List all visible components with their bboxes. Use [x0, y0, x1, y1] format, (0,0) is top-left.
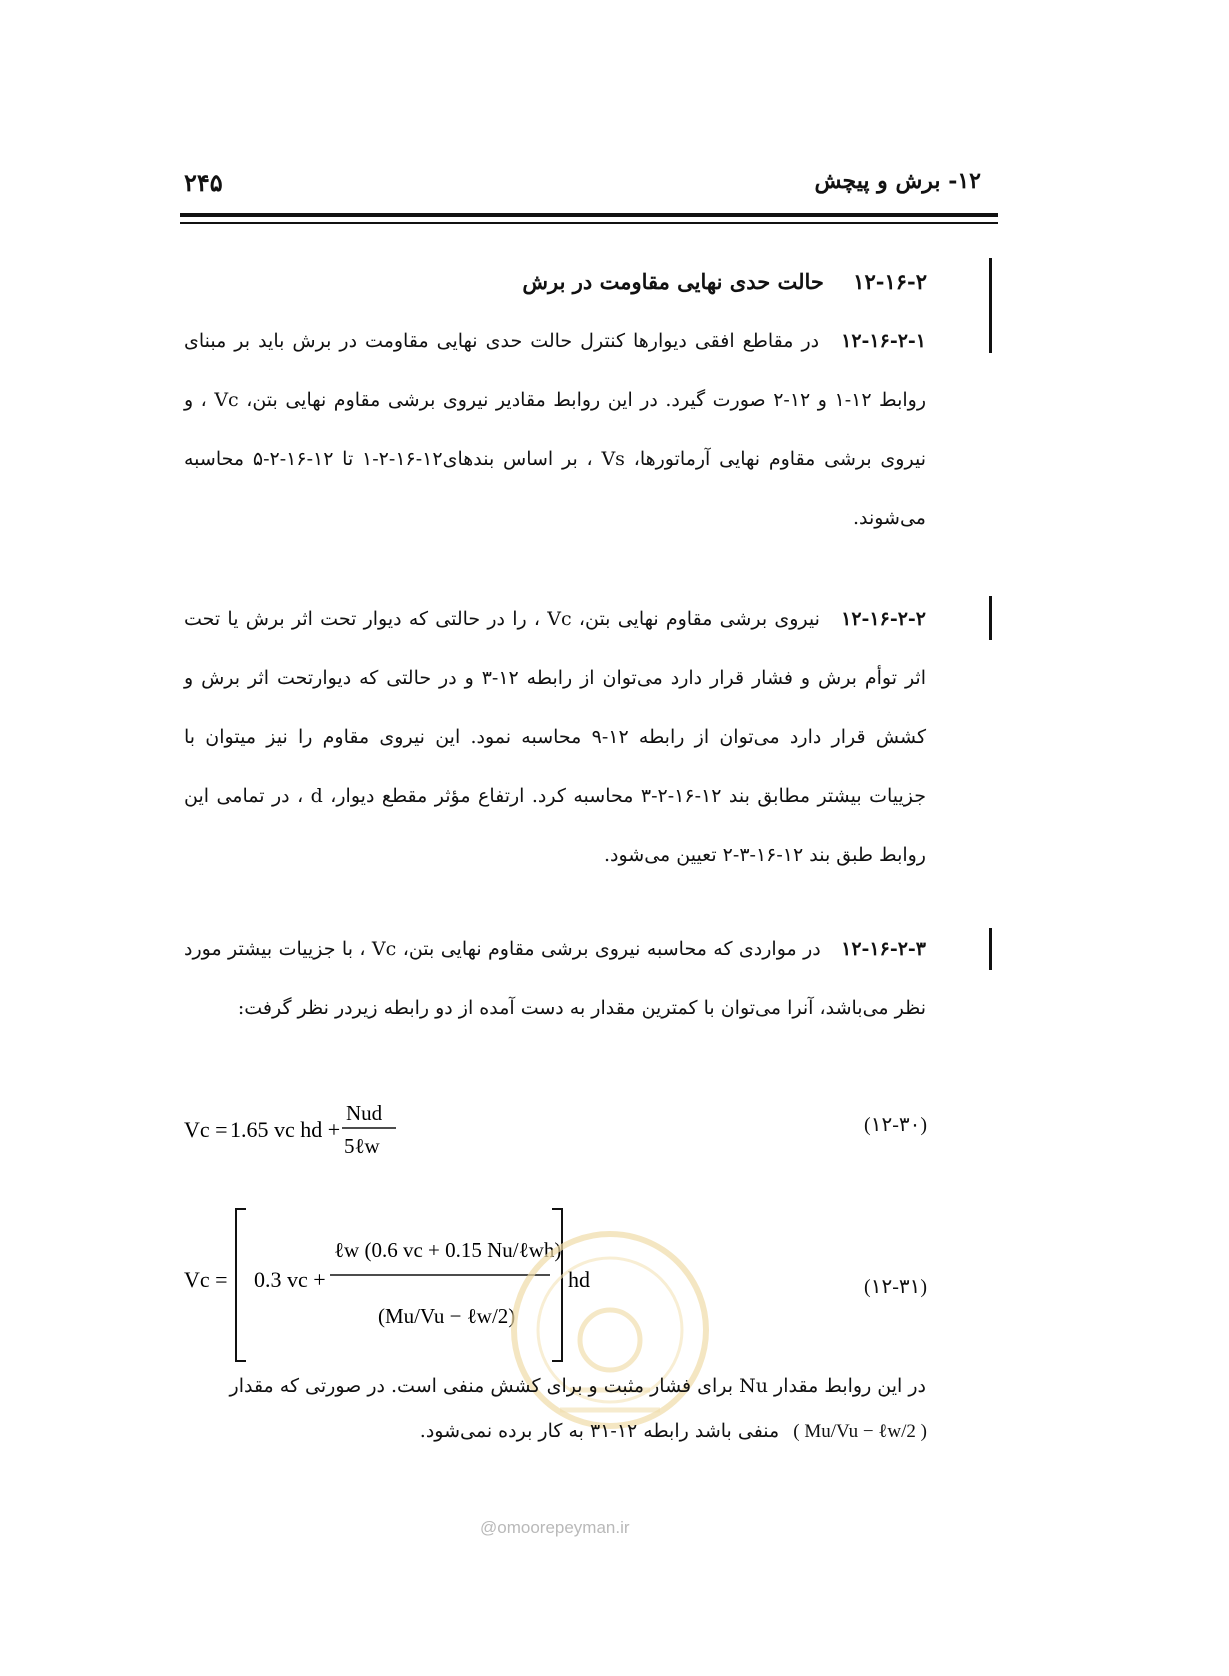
inline-fraction: ( Mu/Vu − ℓw/2 ) [793, 1421, 927, 1442]
eq30-numerator: Nud [346, 1101, 383, 1125]
paragraph [184, 1357, 926, 1416]
section-title: حالت حدی نهایی مقاومت در برش [522, 269, 824, 294]
section-number: ۱۲-۱۶-۲ [853, 269, 927, 294]
paragraph [184, 312, 926, 548]
header-rule-thick [180, 213, 998, 217]
eq31-suffix: hd [568, 1267, 590, 1292]
revision-bar [989, 258, 992, 353]
revision-bar [989, 596, 992, 640]
clause-number: ۱۲-۱۶-۲-۳ [841, 938, 927, 960]
eq31-lhs: Vc = [184, 1267, 228, 1292]
eq30-term: 1.65 vc hd + [230, 1117, 341, 1142]
section-heading [522, 269, 927, 294]
eq30-lhs: Vc = [184, 1117, 228, 1142]
equation-number: (۱۲-۳۱) [864, 1276, 927, 1298]
closing-line [420, 1420, 927, 1443]
clause-number: ۱۲-۱۶-۲-۲ [841, 608, 927, 630]
clause-text: در مقاطع افقی دیوارها کنترل حالت حدی نهایی مقاومت در برش باید بر مبنای روابط ۱۲-۱ و ۱۲-۲ صورت گیرد. در این روابط مقادیر نیروی برشی مقاوم نهایی بتن، Vc ، و نیروی برشی مقاوم نهایی آرماتورها، Vs ، بر اساس بندهای۱۲-۱۶-۲-۱ تا ۱۲-۱۶-۲-۵ محاسبه می‌شوند. [184, 330, 926, 529]
eq31-denominator: (Mu/Vu − ℓw/2) [378, 1304, 516, 1328]
eq31-numerator: ℓw (0.6 vc + 0.15 Nu/ℓwh) [334, 1238, 562, 1262]
header-rule-thin [180, 222, 998, 224]
paragraph [184, 590, 926, 885]
eq30-denominator: 5ℓw [344, 1134, 380, 1158]
clause-number: ۱۲-۱۶-۲-۱ [841, 330, 927, 352]
page-number: ۲۴۵ [184, 168, 223, 197]
clause-text: نیروی برشی مقاوم نهایی بتن، Vc ، را در حالتی که دیوار تحت اثر برش یا تحت اثر توأم برش و فشار قرار دارد می‌توان از رابطه ۱۲-۳ و در حالتی که دیوارتحت اثر برش و کشش قرار دارد می‌توان از رابطه ۱۲-۹ محاسبه نمود. این نیروی مقاوم را نیز میتوان با جزییات بیشتر مطابق بند ۱۲-۱۶-۲-۳ محاسبه کرد. ارتفاع مؤثر مقطع دیوار، d ، در تمامی این روابط طبق بند ۱۲-۱۶-۳-۲ تعیین می‌شود. [184, 608, 927, 866]
chapter-title: ۱۲- برش و پیچش [814, 168, 981, 194]
revision-bar [989, 928, 992, 970]
left-bracket [236, 1209, 246, 1361]
closing-text: در این روابط مقدار Nu برای فشار مثبت و برای کشش منفی است. در صورتی که مقدار [229, 1375, 926, 1397]
equation-30 [184, 1095, 444, 1159]
equation-number: (۱۲-۳۰) [864, 1114, 927, 1136]
closing-text-2: منفی باشد رابطه ۱۲-۳۱ به کار برده نمی‌شود. [419, 1420, 780, 1442]
eq31-term: 0.3 vc + [254, 1267, 326, 1292]
watermark-url: @omoorepeyman.ir [480, 1518, 630, 1537]
paragraph [184, 920, 926, 1038]
clause-text: در مواردی که محاسبه نیروی برشی مقاوم نهایی بتن، Vc ، با جزییات بیشتر مورد نظر می‌باشد، آنرا می‌توان با کمترین مقدار به دست آمده از دو رابطه زیردر نظر گرفت: [184, 938, 926, 1019]
